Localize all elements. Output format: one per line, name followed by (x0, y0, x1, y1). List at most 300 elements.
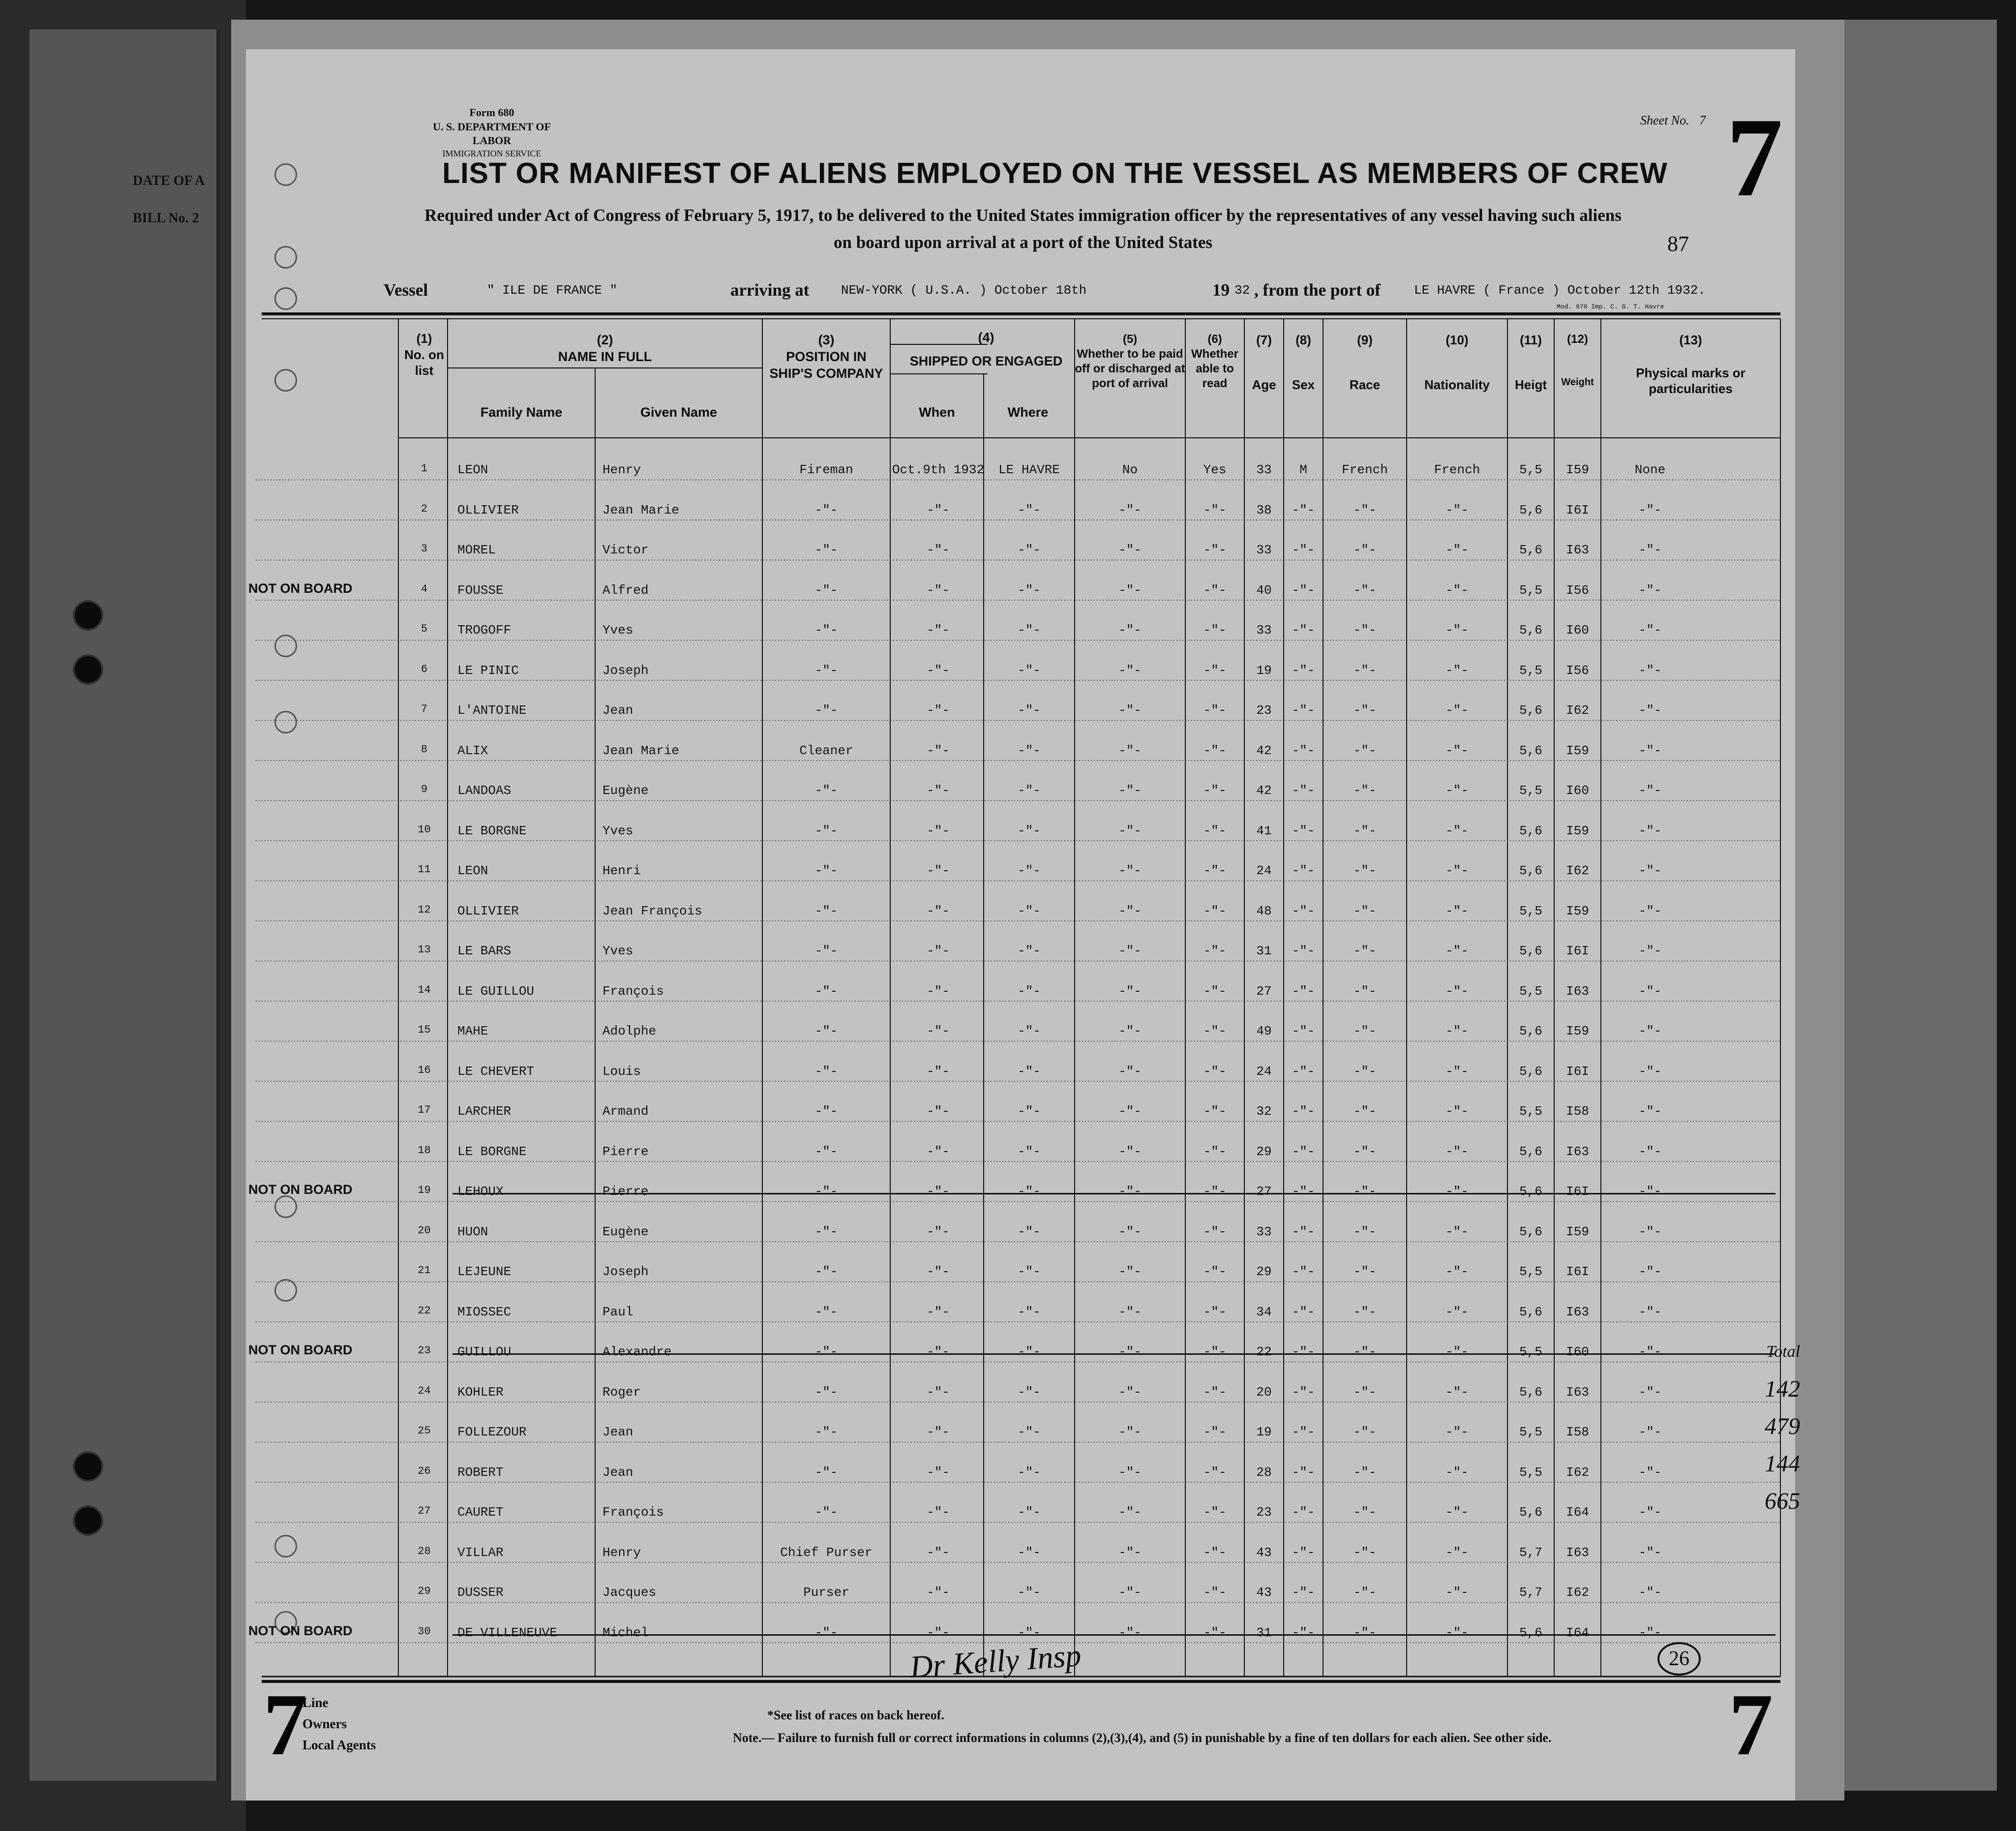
cell-read: -"- (1203, 703, 1227, 718)
cell-when: -"- (927, 1024, 950, 1038)
cell-weight: I60 (1566, 623, 1589, 638)
cell-family: MAHE (457, 1024, 488, 1038)
cell-no: 20 (418, 1224, 431, 1237)
cell-given: Jean François (602, 903, 702, 918)
cell-sex: -"- (1292, 623, 1315, 638)
form-title: LIST OR MANIFEST OF ALIENS EMPLOYED ON THE VESSEL AS MEMBERS OF CREW (442, 157, 1668, 189)
cell-race: -"- (1353, 903, 1377, 918)
cell-where: -"- (1018, 1545, 1041, 1560)
cell-marks: -"- (1638, 623, 1662, 638)
cell-family: LE BARS (457, 944, 512, 958)
col-4-number: (4) (978, 330, 994, 345)
cell-marks: -"- (1638, 1024, 1662, 1038)
cell-age: 33 (1256, 1224, 1272, 1239)
cell-no: 30 (418, 1625, 431, 1638)
cell-given: Eugène (602, 1224, 649, 1239)
cell-paid-off: -"- (1118, 1264, 1142, 1279)
cell-no: 11 (418, 863, 431, 876)
corner-sheet-number-right: 7 (1729, 1676, 1773, 1773)
sheet-number-large: 7 (1726, 94, 1783, 220)
cell-marks: -"- (1638, 1304, 1662, 1319)
cell-given: Yves (602, 823, 633, 838)
cell-read: -"- (1203, 1425, 1227, 1439)
cell-when: Oct.9th 1932 (892, 462, 985, 477)
cell-race: -"- (1353, 1104, 1377, 1119)
col-4-header (890, 330, 1082, 370)
cell-height: 5,5 (1519, 983, 1542, 999)
cell-where: -"- (1018, 903, 1041, 918)
cell-weight: I62 (1566, 1465, 1589, 1480)
cell-family: DUSSER (457, 1585, 504, 1600)
col-13-header (1601, 332, 1780, 397)
cell-race: -"- (1353, 1024, 1377, 1038)
when-header: When (919, 405, 955, 420)
col-8-number: (8) (1295, 333, 1311, 347)
cell-where: -"- (1018, 543, 1041, 557)
cell-height: 5,5 (1519, 1344, 1542, 1359)
cell-age: 23 (1256, 1505, 1272, 1520)
cell-height: 5,6 (1519, 1505, 1542, 1520)
cell-paid-off: -"- (1118, 1425, 1142, 1439)
col-8-label: Sex (1292, 377, 1315, 392)
cell-race: -"- (1353, 863, 1377, 878)
cell-age: 42 (1256, 743, 1272, 758)
cell-position: Fireman (799, 462, 853, 477)
cell-weight: I56 (1566, 582, 1589, 598)
cell-paid-off: -"- (1118, 502, 1142, 518)
circled-number: 26 (1657, 1642, 1701, 1676)
cell-where: -"- (1018, 1585, 1041, 1600)
cell-family: LE BORGNE (457, 823, 527, 838)
cell-paid-off: -"- (1118, 1625, 1142, 1640)
cell-sex: -"- (1292, 783, 1315, 798)
cell-race: -"- (1353, 1505, 1377, 1520)
col-8-header (1284, 332, 1323, 393)
cell-height: 5,6 (1519, 863, 1542, 878)
cell-weight: I59 (1566, 462, 1589, 477)
col-7-number: (7) (1256, 333, 1272, 347)
cell-read: -"- (1203, 903, 1227, 918)
cell-marks: -"- (1638, 1545, 1662, 1560)
cell-family: OLLIVIER (457, 903, 519, 918)
cell-nationality: -"- (1445, 502, 1469, 518)
col-12-header (1554, 332, 1601, 389)
where-header: Where (1007, 405, 1049, 420)
cell-race: -"- (1353, 582, 1377, 598)
cell-nationality: -"- (1445, 1505, 1469, 1520)
strike-through-line (452, 1634, 1775, 1636)
sheet-label: Sheet No. (1640, 113, 1689, 127)
cell-nationality: -"- (1445, 1264, 1469, 1279)
cell-weight: I64 (1566, 1505, 1589, 1520)
cell-paid-off: -"- (1118, 1384, 1142, 1400)
left-edge-line-2: BILL No. 2 (133, 211, 199, 226)
cell-family: ALIX (457, 743, 488, 758)
cell-given: Jean Marie (602, 502, 680, 518)
cell-when: -"- (927, 1505, 950, 1520)
cell-family: MOREL (457, 543, 496, 557)
cell-sex: -"- (1292, 502, 1315, 518)
form-number: Form 680 (469, 106, 514, 119)
cell-sex: -"- (1292, 1144, 1315, 1159)
cell-weight: I60 (1566, 783, 1589, 798)
cell-paid-off: -"- (1118, 1064, 1142, 1079)
cell-no: 10 (418, 823, 431, 836)
cell-sex: -"- (1292, 703, 1315, 718)
inspector-signature: Dr Kelly Insp (908, 1637, 1083, 1685)
cell-age: 33 (1256, 623, 1272, 638)
cell-weight: I62 (1566, 863, 1589, 878)
cell-weight: I59 (1566, 823, 1589, 838)
cell-when: -"- (927, 1425, 950, 1439)
cell-given: Michel (602, 1625, 649, 1640)
cell-sex: -"- (1292, 1425, 1315, 1439)
cell-age: 34 (1256, 1304, 1272, 1319)
cell-sex: -"- (1292, 823, 1315, 838)
cell-height: 5,6 (1519, 1184, 1542, 1199)
cell-no: 7 (421, 703, 428, 715)
cell-marks: -"- (1638, 1384, 1662, 1400)
cell-sex: -"- (1292, 944, 1315, 958)
col-9-number: (9) (1357, 333, 1373, 347)
col-11-label: Heigt (1515, 377, 1547, 392)
cell-no: 5 (421, 623, 428, 635)
cell-given: Alfred (602, 582, 649, 598)
cell-position: -"- (814, 783, 838, 798)
local-agents-label: Local Agents (302, 1738, 376, 1752)
cell-no: 14 (418, 983, 431, 996)
cell-nationality: -"- (1445, 1465, 1469, 1480)
cell-when: -"- (927, 1344, 950, 1359)
cell-nationality: -"- (1445, 983, 1469, 999)
cell-height: 5,6 (1519, 1064, 1542, 1079)
cell-paid-off: -"- (1118, 783, 1142, 798)
cell-paid-off: -"- (1118, 944, 1142, 958)
cell-read: -"- (1203, 783, 1227, 798)
cell-nationality: -"- (1445, 944, 1469, 958)
cell-nationality: -"- (1445, 1545, 1469, 1560)
cell-marks: -"- (1638, 903, 1662, 918)
col-11-header (1507, 332, 1554, 393)
cell-read: -"- (1203, 1585, 1227, 1600)
cell-paid-off: -"- (1118, 1344, 1142, 1359)
cell-marks: -"- (1638, 1224, 1662, 1239)
cell-position: -"- (814, 1104, 838, 1119)
cell-given: Joseph (602, 1264, 649, 1279)
cell-where: LE HAVRE (998, 462, 1060, 477)
cell-age: 38 (1256, 502, 1272, 518)
not-on-board-note: NOT ON BOARD (248, 580, 353, 596)
cell-race: -"- (1353, 1625, 1377, 1640)
cell-marks: -"- (1638, 1625, 1662, 1640)
col-9-header (1323, 332, 1407, 393)
col-6-header (1185, 332, 1244, 391)
cell-age: 22 (1256, 1344, 1272, 1359)
cell-age: 48 (1256, 903, 1272, 918)
cell-age: 27 (1256, 983, 1272, 999)
cell-no: 3 (421, 543, 428, 555)
margin-totals (1731, 1333, 1800, 1520)
cell-position: -"- (814, 944, 838, 958)
total-value: 142 (1765, 1376, 1800, 1402)
cell-weight: I6I (1566, 1184, 1589, 1199)
cell-sex: -"- (1292, 903, 1315, 918)
cell-paid-off: -"- (1118, 1505, 1142, 1520)
cell-given: Jean Marie (602, 743, 680, 758)
cell-race: -"- (1353, 1585, 1377, 1600)
cell-no: 18 (418, 1144, 431, 1157)
cell-race: French (1342, 462, 1388, 477)
cell-paid-off: -"- (1118, 1545, 1142, 1560)
cell-no: 26 (418, 1465, 431, 1477)
cell-sex: -"- (1292, 1184, 1315, 1199)
cell-nationality: -"- (1445, 543, 1469, 557)
cell-weight: I58 (1566, 1425, 1589, 1439)
cell-age: 24 (1256, 1064, 1272, 1079)
cell-nationality: -"- (1445, 743, 1469, 758)
cell-where: -"- (1018, 1384, 1041, 1400)
cell-height: 5,6 (1519, 823, 1542, 838)
cell-position: -"- (814, 1344, 838, 1359)
cell-read: -"- (1203, 1104, 1227, 1119)
cell-race: -"- (1353, 1344, 1377, 1359)
cell-height: 5,6 (1519, 1304, 1542, 1319)
cell-read: -"- (1203, 1304, 1227, 1319)
cell-no: 1 (421, 462, 428, 475)
cell-no: 23 (418, 1344, 431, 1357)
cell-age: 31 (1256, 944, 1272, 958)
cell-position: -"- (814, 1224, 838, 1239)
cell-paid-off: -"- (1118, 823, 1142, 838)
cell-paid-off: -"- (1118, 983, 1142, 999)
cell-nationality: -"- (1445, 1384, 1469, 1400)
cell-race: -"- (1353, 1184, 1377, 1199)
cell-when: -"- (927, 903, 950, 918)
cell-read: -"- (1203, 543, 1227, 557)
cell-height: 5,6 (1519, 944, 1542, 958)
cell-given: Pierre (602, 1184, 649, 1199)
cell-position: -"- (814, 1064, 838, 1079)
col-10-header (1407, 332, 1507, 393)
cell-race: -"- (1353, 1425, 1377, 1439)
cell-where: -"- (1018, 823, 1041, 838)
cell-read: -"- (1203, 1384, 1227, 1400)
cell-where: -"- (1018, 623, 1041, 638)
cell-marks: -"- (1638, 1425, 1662, 1439)
cell-nationality: French (1434, 462, 1480, 477)
cell-weight: I58 (1566, 1104, 1589, 1119)
cell-sex: -"- (1292, 863, 1315, 878)
cell-family: VILLAR (457, 1545, 504, 1560)
total-value: 144 (1765, 1451, 1800, 1477)
cell-family: HUON (457, 1224, 488, 1239)
cell-race: -"- (1353, 823, 1377, 838)
cell-race: -"- (1353, 1465, 1377, 1480)
col-5-number: (5) (1122, 333, 1138, 346)
cell-read: -"- (1203, 823, 1227, 838)
cell-when: -"- (927, 1465, 950, 1480)
cell-where: -"- (1018, 743, 1041, 758)
cell-no: 16 (418, 1064, 431, 1076)
cell-position: -"- (814, 1425, 838, 1439)
cell-family: DE VILLENEUVE (457, 1625, 557, 1640)
binder-hole (73, 1451, 103, 1482)
cell-weight: I56 (1566, 663, 1589, 678)
cell-race: -"- (1353, 944, 1377, 958)
cell-when: -"- (927, 1104, 950, 1119)
total-value: 665 (1765, 1488, 1800, 1514)
corner-sheet-number-left: 7 (263, 1676, 307, 1773)
col-13-label: Physical marks or particularities (1636, 365, 1745, 396)
cell-height: 5,6 (1519, 1024, 1542, 1038)
cell-weight: I63 (1566, 1545, 1589, 1560)
cell-family: FOUSSE (457, 582, 504, 598)
cell-family: LE BORGNE (457, 1144, 527, 1159)
cell-where: -"- (1018, 1024, 1041, 1038)
cell-sex: -"- (1292, 1224, 1315, 1239)
cell-position: -"- (814, 1304, 838, 1319)
cell-where: -"- (1018, 1625, 1041, 1640)
cell-weight: I6I (1566, 1264, 1589, 1279)
cell-position: -"- (814, 1184, 838, 1199)
arrival-port-date: NEW-YORK ( U.S.A. ) October 18th (841, 283, 1087, 298)
cell-paid-off: -"- (1118, 743, 1142, 758)
left-edge-line-1: DATE OF A (133, 173, 205, 188)
not-on-board-note: NOT ON BOARD (248, 1623, 353, 1638)
footer-labels (302, 1692, 376, 1756)
total-value: 479 (1765, 1413, 1800, 1439)
cell-when: -"- (927, 623, 950, 638)
cell-nationality: -"- (1445, 1104, 1469, 1119)
cell-given: Yves (602, 623, 633, 638)
cell-paid-off: -"- (1118, 543, 1142, 557)
cell-weight: I6I (1566, 1064, 1589, 1079)
cell-weight: I59 (1566, 1024, 1589, 1038)
col-13-number: (13) (1679, 333, 1702, 347)
cell-marks: -"- (1638, 663, 1662, 678)
cell-no: 21 (418, 1264, 431, 1277)
cell-paid-off: No (1122, 462, 1138, 477)
cell-family: GUILLOU (457, 1344, 512, 1359)
cell-paid-off: -"- (1118, 1144, 1142, 1159)
cell-race: -"- (1353, 1064, 1377, 1079)
cell-no: 4 (421, 582, 428, 595)
cell-nationality: -"- (1445, 1304, 1469, 1319)
cell-when: -"- (927, 703, 950, 718)
cell-sex: -"- (1292, 1024, 1315, 1038)
cell-nationality: -"- (1445, 1625, 1469, 1640)
cell-weight: I6I (1566, 944, 1589, 958)
cell-marks: -"- (1638, 983, 1662, 999)
cell-nationality: -"- (1445, 1184, 1469, 1199)
cell-race: -"- (1353, 543, 1377, 557)
cell-paid-off: -"- (1118, 663, 1142, 678)
cell-no: 25 (418, 1425, 431, 1437)
col-9-label: Race (1349, 377, 1381, 392)
cell-no: 24 (418, 1384, 431, 1397)
cell-race: -"- (1353, 983, 1377, 999)
cell-marks: -"- (1638, 582, 1662, 598)
cell-where: -"- (1018, 502, 1041, 518)
cell-height: 5,6 (1519, 1224, 1542, 1239)
cell-nationality: -"- (1445, 1344, 1469, 1359)
cell-weight: I64 (1566, 1625, 1589, 1640)
cell-age: 43 (1256, 1545, 1272, 1560)
cell-sex: -"- (1292, 1104, 1315, 1119)
col-10-label: Nationality (1424, 377, 1490, 392)
handwritten-page-number: 87 (1667, 232, 1689, 256)
cell-read: Yes (1203, 462, 1227, 477)
cell-no: 29 (418, 1585, 431, 1597)
cell-no: 9 (421, 783, 428, 795)
cell-marks: -"- (1638, 1144, 1662, 1159)
sheet-number: 7 (1699, 113, 1706, 127)
cell-no: 19 (418, 1184, 431, 1196)
cell-sex: -"- (1292, 582, 1315, 598)
cell-read: -"- (1203, 623, 1227, 638)
cell-paid-off: -"- (1118, 1104, 1142, 1119)
col-1-number: (1) (416, 331, 432, 346)
subtitle-line-2: on board upon arrival at a port of the United States (833, 233, 1213, 252)
strike-through-line (452, 1193, 1775, 1194)
cell-age: 19 (1256, 663, 1272, 678)
cell-marks: -"- (1638, 1064, 1662, 1079)
col-5-header (1075, 332, 1185, 391)
cell-weight: I59 (1566, 1224, 1589, 1239)
cell-height: 5,6 (1519, 502, 1542, 518)
cell-read: -"- (1203, 1264, 1227, 1279)
cell-read: -"- (1203, 1465, 1227, 1480)
cell-age: 24 (1256, 863, 1272, 878)
cell-sex: -"- (1292, 1465, 1315, 1480)
cell-weight: I6I (1566, 502, 1589, 518)
cell-when: -"- (927, 783, 950, 798)
cell-given: Henry (602, 1545, 641, 1560)
cell-age: 19 (1256, 1425, 1272, 1439)
col-3-number: (3) (818, 333, 835, 347)
strike-through-line (452, 1353, 1775, 1355)
cell-paid-off: -"- (1118, 703, 1142, 718)
cell-position: -"- (814, 1024, 838, 1038)
cell-age: 49 (1256, 1024, 1272, 1038)
cell-family: KOHLER (457, 1384, 504, 1400)
col-3-label: POSITION IN SHIP'S COMPANY (769, 349, 883, 381)
cell-when: -"- (927, 983, 950, 999)
cell-read: -"- (1203, 1625, 1227, 1640)
cell-no: 28 (418, 1545, 431, 1557)
subtitle-line-1: Required under Act of Congress of February 5, 1917, to be delivered to the United States immigration officer by the representatives of any vessel having such aliens (424, 206, 1622, 225)
cell-nationality: -"- (1445, 623, 1469, 638)
cell-where: -"- (1018, 983, 1041, 999)
cell-family: LEON (457, 462, 488, 477)
cell-where: -"- (1018, 1304, 1041, 1319)
cell-given: Jean (602, 703, 633, 718)
cell-position: -"- (814, 1264, 838, 1279)
cell-given: Jean (602, 1465, 633, 1480)
cell-position: Purser (803, 1585, 849, 1600)
cell-height: 5,5 (1519, 1104, 1542, 1119)
cell-sex: M (1299, 462, 1307, 477)
cell-height: 5,6 (1519, 703, 1542, 718)
cell-weight: I63 (1566, 1384, 1589, 1400)
cell-position: Chief Purser (780, 1545, 873, 1560)
cell-no: 27 (418, 1505, 431, 1517)
col-12-number: (12) (1567, 333, 1588, 346)
cell-given: Jacques (602, 1585, 657, 1600)
cell-where: -"- (1018, 703, 1041, 718)
cell-height: 5,5 (1519, 462, 1542, 477)
cell-sex: -"- (1292, 1304, 1315, 1319)
